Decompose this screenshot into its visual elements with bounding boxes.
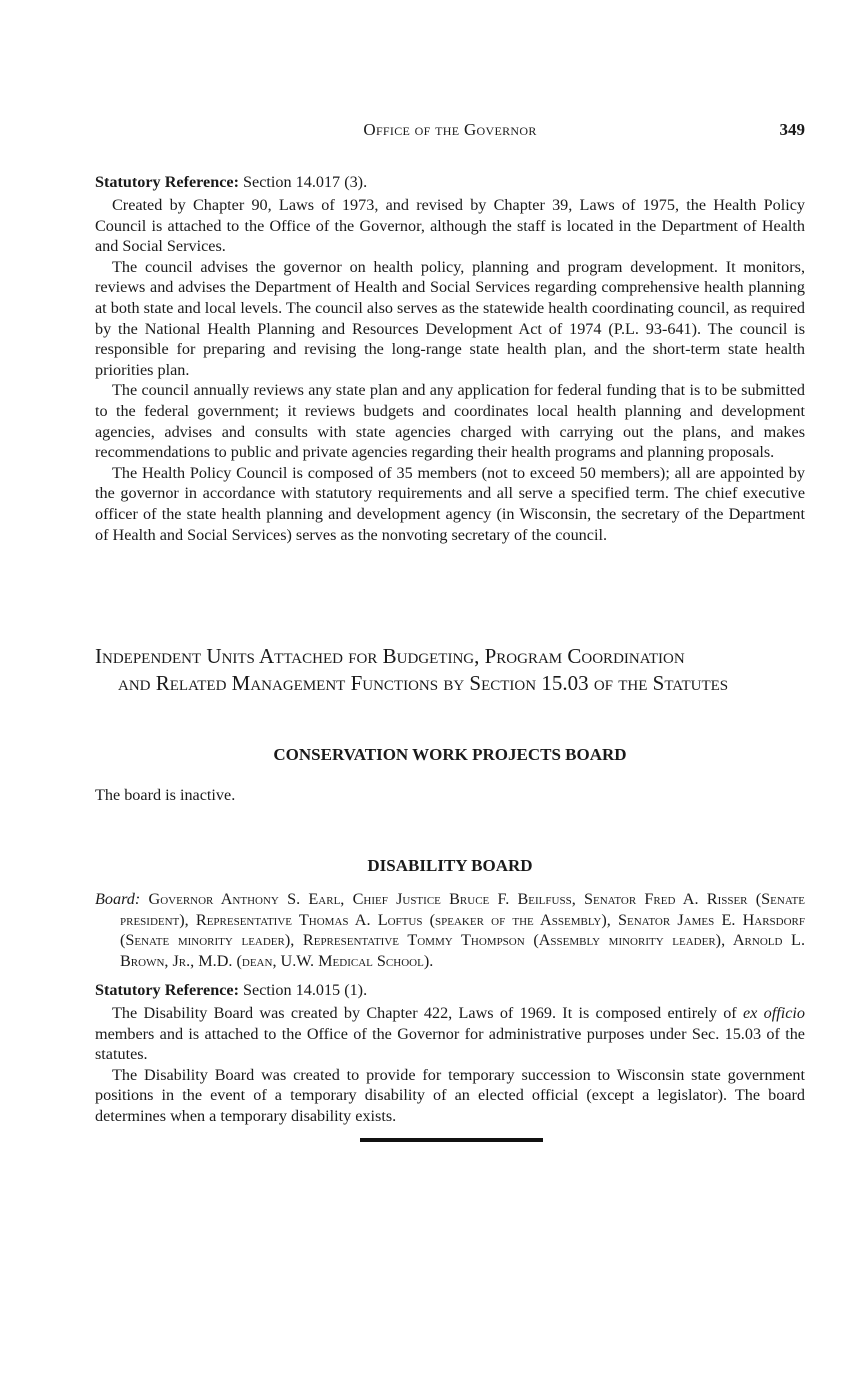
running-header bbox=[95, 120, 805, 142]
board-members-text: Governor Anthony S. Earl, Chief Justice Bruce F. Beilfuss, Senator Fred A. Risser (Senate president), Representative Thomas A. Loftus (speaker of the Assembly), Senator James E. Harsdorf (Senate minority leader), Representative Tommy Thompson (Assembly minority leader), Arnold L. Brown, Jr., M.D. (dean, U.W. Medical School). bbox=[120, 890, 805, 970]
health-paragraph-2: The council advises the governor on health policy, planning and program development. It monitors, reviews and advises the Department of Health and Social Services regarding comprehensive health planning at both state and local levels. The council also serves as the statewide health coordinating council, as required by the National Health Planning and Resources Development Act of 1974 (P.L. 93-641). The council is responsible for preparing and revising the long-range state health plan, and the short-term state health priorities plan. bbox=[95, 257, 805, 379]
disability-board-members bbox=[95, 889, 805, 971]
disability-board-body bbox=[95, 1003, 805, 1127]
disability-paragraph-1: The Disability Board was created by Chapter 422, Laws of 1969. It is composed entirely of ex officio members and is attached to the Office of the Governor for administrative purposes under Sec. 15.03 of the statutes. bbox=[95, 1004, 805, 1064]
statutory-reference-value: Section 14.015 (1). bbox=[243, 981, 368, 999]
disability-paragraph-2: The Disability Board was created to provide for temporary succession to Wisconsin state government positions in the event of a temporary disability of an elected official (except a legislator). The board determines when a temporary disability exists. bbox=[95, 1065, 805, 1125]
conservation-board-heading: CONSERVATION WORK PROJECTS BOARD bbox=[273, 745, 627, 764]
statutory-reference-label: Statutory Reference: bbox=[95, 173, 239, 191]
statutory-reference-value: Section 14.017 (3). bbox=[243, 173, 368, 191]
running-title: Office of the Governor bbox=[363, 120, 537, 139]
health-paragraph-4: The Health Policy Council is composed of 35 members (not to exceed 50 members); all are appointed by the governor in accordance with statutory requirements and all serve a specified term. The chief executive officer of the state health planning and development agency (in Wisconsin, the secretary of the Department of Health and Social Services) serves as the nonvoting secretary of the council. bbox=[95, 463, 805, 544]
section-title bbox=[95, 643, 805, 697]
section-title-line-1: Independent Units Attached for Budgeting, Program Coordination bbox=[95, 644, 685, 668]
health-paragraph-1: Created by Chapter 90, Laws of 1973, and revised by Chapter 39, Laws of 1975, the Health Policy Council is attached to the Office of the Governor, although the staff is located in the Department of Health and Social Services. bbox=[95, 196, 805, 256]
disability-statutory-reference bbox=[95, 980, 805, 1001]
page-number: 349 bbox=[779, 120, 805, 139]
section-title-line-2: and Related Management Functions by Section 15.03 of the Statutes bbox=[118, 671, 729, 695]
end-of-section-rule bbox=[360, 1138, 543, 1142]
health-paragraph-3: The council annually reviews any state plan and any application for federal funding that is to be submitted to the federal government; it reviews budgets and coordinates local health planning and development agencies, advises and consults with state agencies charged with carrying out the plans, and makes recommendations to public and private agencies regarding their health programs and planning proposals. bbox=[95, 381, 805, 462]
board-label: Board: bbox=[95, 890, 141, 908]
disability-board-heading: DISABILITY BOARD bbox=[367, 856, 533, 875]
conservation-board-text: The board is inactive. bbox=[95, 786, 236, 804]
health-policy-body bbox=[95, 195, 805, 545]
statutory-reference-label: Statutory Reference: bbox=[95, 981, 239, 999]
health-statutory-reference bbox=[95, 172, 805, 193]
